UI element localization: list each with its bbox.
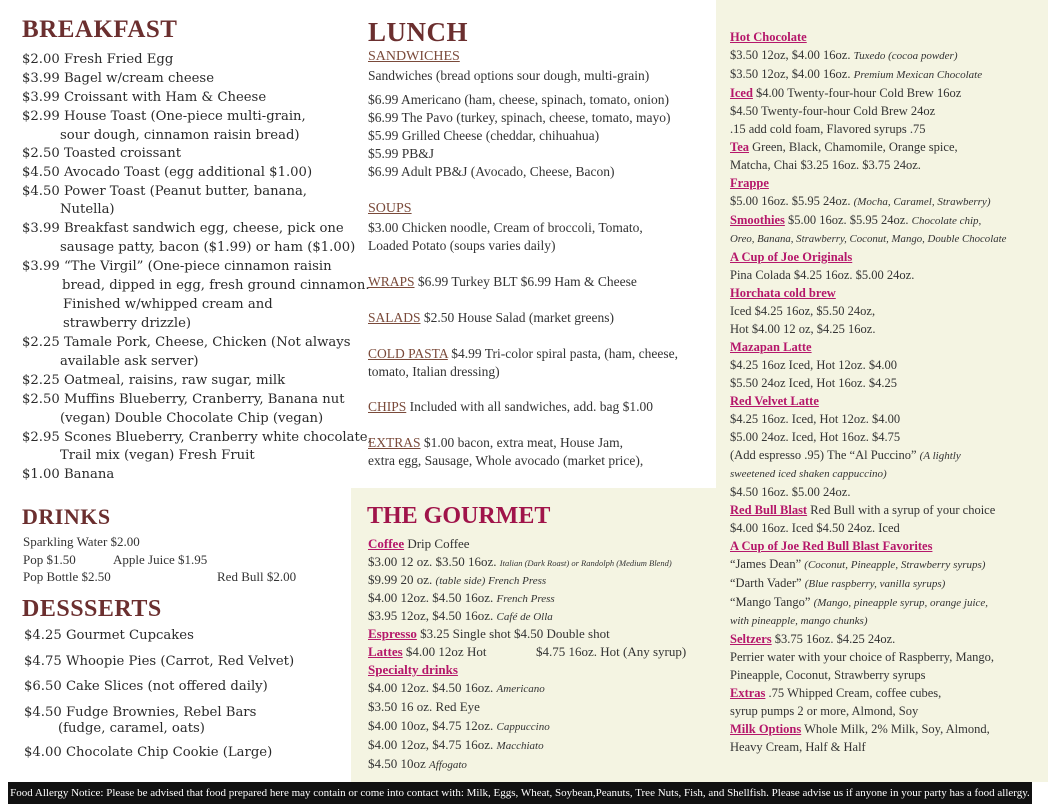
breakfast-line: $2.95 Scones Blueberry, Cranberry white chocolate, <box>22 429 372 445</box>
coffee-note: French Press <box>496 593 555 605</box>
coffee-roast-note: Italian (Dark Roast) or Randolph (Medium Blend) <box>499 558 672 568</box>
red-velvet-heading-text: Red Velvet Latte <box>730 394 819 408</box>
frappe-heading-text: Frappe <box>730 176 769 190</box>
red-velvet-line <box>730 446 1006 465</box>
specialty-name: Cappuccino <box>496 721 550 733</box>
breakfast-line: $1.00 Banana <box>22 467 115 483</box>
wraps-text: $6.99 Turkey BLT $6.99 Ham & Cheese <box>414 274 637 289</box>
tea-text: Green, Black, Chamomile, Orange spice, <box>749 140 958 154</box>
note-text: (A lightly <box>919 450 961 462</box>
seltzers-line: Pineapple, Coconut, Strawberry syrups <box>730 668 926 682</box>
note-text: (Coconut, Pineapple, Strawberry syrups) <box>804 559 986 571</box>
coffee-note: Café de Olla <box>496 611 553 623</box>
iced-line: .15 add cold foam, Flavored syrups .75 <box>730 122 926 136</box>
specialty-item <box>368 755 550 774</box>
drinks-red-bull: Red Bull $2.00 <box>217 569 297 584</box>
dessert-line: $4.75 Whoopie Pies (Carrot, Red Velvet) <box>24 654 295 669</box>
breakfast-line: available ask server) <box>60 353 199 369</box>
soups-line-1: $3.00 Chicken noodle, Cream of broccoli, Tomato, <box>368 220 643 235</box>
coffee-price-2 <box>368 571 546 590</box>
pasta-heading: COLD PASTA <box>368 346 448 361</box>
breakfast-list <box>22 51 372 485</box>
drinks-apple-juice: Apple Juice $1.95 <box>113 552 208 567</box>
right-column <box>730 28 1006 756</box>
sandwich-item: $6.99 Adult PB&J (Avocado, Cheese, Bacon) <box>368 164 615 179</box>
breakfast-line: bread, dipped in egg, fresh ground cinnamon. <box>62 277 370 293</box>
drinks-pop-bottle: Pop Bottle $2.50 <box>23 569 111 584</box>
espresso-line <box>368 625 610 643</box>
soups-heading: SOUPS <box>368 201 412 216</box>
extras-heading: EXTRAS <box>368 435 421 450</box>
drinks-sparkling: Sparkling Water $2.00 <box>23 534 140 549</box>
breakfast-line: $2.25 Oatmeal, raisins, raw sugar, milk <box>22 372 286 388</box>
red-velvet-line: $4.50 16oz. $5.00 24oz. <box>730 485 851 499</box>
hot-chocolate-heading <box>730 28 1006 46</box>
iced-text: $4.00 Twenty-four-hour Cold Brew 16oz <box>752 86 962 100</box>
dessert-line: $4.00 Chocolate Chip Cookie (Large) <box>24 745 273 760</box>
breakfast-line: $3.99 Breakfast sandwich egg, cheese, pick one <box>22 220 344 236</box>
drink-name: “Darth Vader” <box>730 576 805 590</box>
seltzers-line <box>730 630 1006 648</box>
breakfast-line: $2.50 Muffins Blueberry, Cranberry, Banana nut <box>22 391 345 407</box>
note-text: Chocolate chip, <box>911 215 982 227</box>
price-text: $3.50 12oz, $4.00 16oz. <box>730 48 854 62</box>
hot-chocolate-line <box>730 46 1006 65</box>
milk-text: Whole Milk, 2% Milk, Soy, Almond, <box>801 722 990 736</box>
coffee-price-3 <box>368 589 555 608</box>
drink-name: “Mango Tango” <box>730 595 814 609</box>
horchata-heading-text: Horchata cold brew <box>730 286 836 300</box>
specialty-item <box>368 736 550 755</box>
note-text: Tuxedo (cocoa powder) <box>853 50 958 62</box>
specialty-price: $4.50 10oz <box>368 756 430 771</box>
chips-heading: CHIPS <box>368 399 407 414</box>
salads-text: $2.50 House Salad (market greens) <box>420 310 614 325</box>
specialty-item <box>368 717 550 736</box>
cup-of-joe-line: Pina Colada $4.25 16oz. $5.00 24oz. <box>730 268 915 282</box>
lattes-line <box>368 643 486 661</box>
note-text: (Mocha, Caramel, Strawberry) <box>853 196 991 208</box>
lattes-heading: Lattes <box>368 644 403 659</box>
coffee-price-4 <box>368 607 553 626</box>
extras-text: $1.00 bacon, extra meat, House Jam, <box>420 435 623 450</box>
chips-line <box>368 398 653 416</box>
sandwich-item: $5.99 PB&J <box>368 146 435 161</box>
breakfast-line: Nutella) <box>60 201 115 217</box>
coffee-price-text: $9.99 20 oz. <box>368 572 436 587</box>
pasta-line-2: tomato, Italian dressing) <box>368 364 500 379</box>
soups-line-2: Loaded Potato (soups varies daily) <box>368 238 556 253</box>
mazapan-line: $5.50 24oz Iced, Hot 16oz. $4.25 <box>730 376 897 390</box>
favorites-line <box>730 574 1006 593</box>
price-text: (Add espresso .95) The “Al Puccino” <box>730 448 920 462</box>
coffee-text: Drip Coffee <box>404 536 470 551</box>
tea-heading: Tea <box>730 140 749 154</box>
dessert-line: $4.50 Fudge Brownies, Rebel Bars <box>24 705 257 720</box>
red-bull-blast-heading: Red Bull Blast <box>730 503 808 517</box>
coffee-note: (table side) French Press <box>435 575 547 587</box>
horchata-heading <box>730 284 1006 302</box>
red-velvet-line: $4.25 16oz. Iced, Hot 12oz. $4.00 <box>730 412 901 426</box>
coffee-price-text: $4.00 12oz. $4.50 16oz. <box>368 590 497 605</box>
specialty-list <box>368 679 550 774</box>
price-text: $5.00 16oz. $5.95 24oz. <box>730 194 854 208</box>
extras-line: syrup pumps 2 or more, Almond, Soy <box>730 704 919 718</box>
smoothies-line <box>730 211 1006 230</box>
note-text: Premium Mexican Chocolate <box>853 69 983 81</box>
breakfast-line: (vegan) Double Chocolate Chip (vegan) <box>60 410 324 426</box>
extras-line <box>730 684 1006 702</box>
milk-heading: Milk Options <box>730 722 802 736</box>
mazapan-heading-text: Mazapan Latte <box>730 340 812 354</box>
pasta-line-1 <box>368 345 678 363</box>
salads-heading: SALADS <box>368 310 421 325</box>
breakfast-line: $3.99 Bagel w/cream cheese <box>22 70 214 86</box>
specialty-heading <box>368 661 458 679</box>
breakfast-line: $3.99 Croissant with Ham & Cheese <box>22 89 267 105</box>
cup-of-joe-heading <box>730 248 1006 266</box>
breakfast-line: sour dough, cinnamon raisin bread) <box>60 127 300 143</box>
coffee-heading: Coffee <box>368 536 405 551</box>
coffee-line <box>368 535 470 553</box>
chips-text: Included with all sandwiches, add. bag $1.00 <box>406 399 653 414</box>
milk-line <box>730 720 1006 738</box>
favorites-line <box>730 593 1006 612</box>
seltzers-text: $3.75 16oz. $4.25 24oz. <box>771 632 896 646</box>
horchata-line: Iced $4.25 16oz, $5.50 24oz, <box>730 304 876 318</box>
extras-line-1 <box>368 434 623 452</box>
dessert-line: $6.50 Cake Slices (not offered daily) <box>24 679 268 694</box>
iced-line <box>730 84 1006 102</box>
favorites-note: with pineapple, mango chunks) <box>730 615 868 627</box>
specialty-price: $3.50 16 oz. Red Eye <box>368 699 480 714</box>
hot-chocolate-heading-text: Hot Chocolate <box>730 30 807 44</box>
iced-line: $4.50 Twenty-four-hour Cold Brew 24oz <box>730 104 936 118</box>
wraps-heading: WRAPS <box>368 274 415 289</box>
note-text: (Mango, pineapple syrup, orange juice, <box>813 597 989 609</box>
horchata-line: Hot $4.00 12 oz, $4.25 16oz. <box>730 322 876 336</box>
specialty-name: Macchiato <box>496 740 544 752</box>
extras-line-2: extra egg, Sausage, Whole avocado (market price), <box>368 453 644 468</box>
favorites-heading <box>730 537 1006 555</box>
extras-heading: Extras <box>730 686 766 700</box>
gourmet-title: THE GOURMET <box>367 503 551 529</box>
red-bull-blast-line: $4.00 16oz. Iced $4.50 24oz. Iced <box>730 521 900 535</box>
specialty-name: Americano <box>496 683 545 695</box>
lattes-text: $4.00 12oz Hot <box>402 644 487 659</box>
breakfast-line: strawberry drizzle) <box>63 316 192 332</box>
sandwich-list <box>368 91 671 181</box>
salads-line <box>368 309 614 327</box>
hot-chocolate-line <box>730 65 1006 84</box>
breakfast-line: $2.50 Toasted croissant <box>22 146 182 162</box>
red-velvet-heading <box>730 392 1006 410</box>
drink-name: “James Dean” <box>730 557 805 571</box>
specialty-price: $4.00 12oz. $4.50 16oz. <box>368 680 497 695</box>
mazapan-heading <box>730 338 1006 356</box>
breakfast-line: Finished w/whipped cream and <box>63 297 273 313</box>
allergy-notice: Food Allergy Notice: Please be advised that food prepared here may contain or come into contact with: Milk, Eggs, Wheat, Soybean,Peanuts, Tree Nuts, Fish, and Shellfish. Please advise us if anyone in your party has a food allergy. <box>8 782 1032 804</box>
specialty-price: $4.00 12oz, $4.75 16oz. <box>368 737 497 752</box>
frappe-line <box>730 192 1006 211</box>
specialty-heading-text: Specialty drinks <box>368 662 458 677</box>
breakfast-line: $4.50 Avocado Toast (egg additional $1.00) <box>22 165 313 181</box>
tea-line <box>730 138 1006 156</box>
red-velvet-note: sweetened iced shaken cappuccino) <box>730 468 887 480</box>
lattes-text-2: $4.75 16oz. Hot (Any syrup) <box>536 644 687 659</box>
price-text: $5.00 16oz. $5.95 24oz. <box>784 213 912 227</box>
breakfast-line: Trail mix (vegan) Fresh Fruit <box>60 448 255 464</box>
breakfast-line: $2.25 Tamale Pork, Cheese, Chicken (Not always <box>22 335 351 351</box>
specialty-item <box>368 679 550 698</box>
iced-heading: Iced <box>730 86 753 100</box>
espresso-text: $3.25 Single shot $4.50 Double shot <box>416 626 610 641</box>
breakfast-line: $2.00 Fresh Fried Egg <box>22 52 174 67</box>
seltzers-heading: Seltzers <box>730 632 772 646</box>
drinks-pop: Pop $1.50 <box>23 552 76 567</box>
sandwiches-note: Sandwiches (bread options sour dough, multi-grain) <box>368 68 650 83</box>
sandwich-item: $6.99 The Pavo (turkey, spinach, cheese, tomato, mayo) <box>368 110 671 125</box>
sandwich-item: $6.99 Americano (ham, cheese, spinach, tomato, onion) <box>368 92 670 107</box>
milk-line: Heavy Cream, Half & Half <box>730 740 866 754</box>
red-bull-blast-text: Red Bull with a syrup of your choice <box>807 503 996 517</box>
specialty-item <box>368 698 550 717</box>
note-text: (Blue raspberry, vanilla syrups) <box>804 578 946 590</box>
espresso-heading: Espresso <box>368 626 417 641</box>
wraps-line <box>368 273 637 291</box>
frappe-heading <box>730 174 1006 192</box>
breakfast-line: $4.50 Power Toast (Peanut butter, banana, <box>22 184 307 200</box>
cup-of-joe-heading-text: A Cup of Joe Originals <box>730 250 853 264</box>
pasta-text: $4.99 Tri-color spiral pasta, (ham, cheese, <box>447 346 679 361</box>
sandwiches-heading: SANDWICHES <box>368 49 460 64</box>
breakfast-line: $3.99 “The Virgil” (One-piece cinnamon raisin <box>22 259 332 275</box>
red-velvet-line: $5.00 24oz. Iced, Hot 16oz. $4.75 <box>730 430 901 444</box>
sandwich-item: $5.99 Grilled Cheese (cheddar, chihuahua) <box>368 128 600 143</box>
extras-text: .75 Whipped Cream, coffee cubes, <box>765 686 942 700</box>
breakfast-line: $2.99 House Toast (One-piece multi-grain, <box>22 108 306 124</box>
favorites-heading-text: A Cup of Joe Red Bull Blast Favorites <box>730 539 933 553</box>
red-bull-blast-line <box>730 501 1006 519</box>
coffee-price-1 <box>368 553 672 572</box>
dessert-line: $4.25 Gourmet Cupcakes <box>24 628 194 643</box>
tea-line: Matcha, Chai $3.25 16oz. $3.75 24oz. <box>730 158 921 172</box>
breakfast-title: BREAKFAST <box>22 16 178 43</box>
breakfast-line: sausage patty, bacon ($1.99) or ham ($1.00) <box>60 240 356 256</box>
price-text: $3.50 12oz, $4.00 16oz. <box>730 67 854 81</box>
coffee-price-text: $3.00 12 oz. $3.50 16oz. <box>368 554 500 569</box>
seltzers-line: Perrier water with your choice of Raspberry, Mango, <box>730 650 995 664</box>
lunch-title: LUNCH <box>368 17 469 47</box>
drinks-title: DRINKS <box>22 504 111 529</box>
dessert-line: (fudge, caramel, oats) <box>58 721 205 736</box>
coffee-price-text: $3.95 12oz, $4.50 16oz. <box>368 608 497 623</box>
favorites-line <box>730 555 1006 574</box>
specialty-name: Affogato <box>429 759 467 771</box>
smoothies-flavors: Oreo, Banana, Strawberry, Coconut, Mango, Double Chocolate <box>730 233 1007 245</box>
smoothies-heading: Smoothies <box>730 213 785 227</box>
mazapan-line: $4.25 16oz Iced, Hot 12oz. $4.00 <box>730 358 897 372</box>
desserts-title: DESSSERTS <box>22 596 162 622</box>
specialty-price: $4.00 10oz, $4.75 12oz. <box>368 718 497 733</box>
